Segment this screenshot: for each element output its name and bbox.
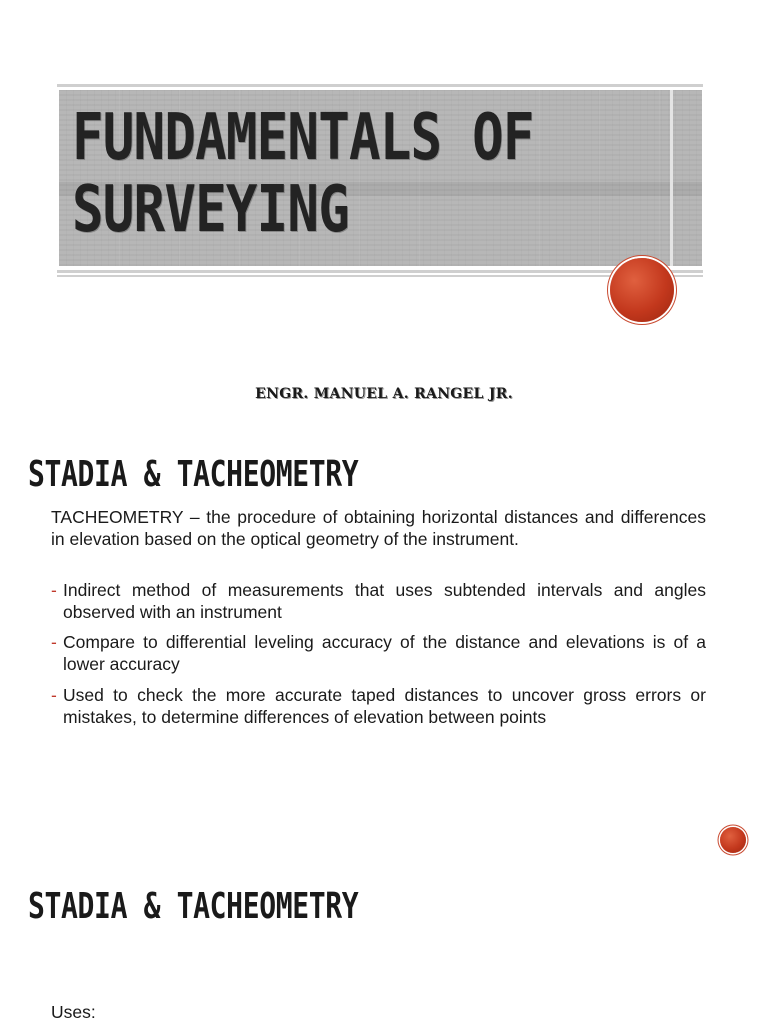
uses-label: Uses: bbox=[51, 1002, 96, 1022]
title-slide bbox=[0, 0, 768, 440]
definition-paragraph: TACHEOMETRY – the procedure of obtaining horizontal distances and differences in elevation based on the optical geometry of the instrument. bbox=[51, 507, 706, 549]
banner-bottom-rule-thin bbox=[57, 275, 703, 277]
list-item-text: Indirect method of measurements that uses subtended intervals and angles observed with an instrument bbox=[63, 580, 706, 622]
list-item bbox=[51, 685, 706, 728]
bullet-list bbox=[51, 580, 706, 738]
slide-title bbox=[72, 102, 556, 246]
red-orb-icon bbox=[610, 258, 674, 322]
bullet-marker: - bbox=[51, 580, 57, 600]
list-item-text: Used to check the more accurate taped distances to uncover gross errors or mistakes, to determine differences of elevation between points bbox=[63, 685, 706, 727]
list-item bbox=[51, 632, 706, 675]
bullet-marker: - bbox=[51, 632, 57, 652]
bullet-marker: - bbox=[51, 685, 57, 705]
banner-top-rule bbox=[57, 84, 703, 87]
list-item-text: Compare to differential leveling accuracy of the distance and elevations is of a lower accuracy bbox=[63, 632, 706, 674]
slide-title-line2: SURVEYING bbox=[72, 173, 349, 247]
small-red-orb-icon bbox=[720, 827, 746, 853]
banner-bottom-rule bbox=[57, 270, 703, 273]
author-name: ENGR. MANUEL A. RANGEL JR. bbox=[255, 386, 513, 402]
list-item bbox=[51, 580, 706, 623]
section-heading: STADIA & TACHEOMETRY bbox=[28, 454, 359, 495]
banner-divider bbox=[670, 90, 673, 266]
section-heading-2: STADIA & TACHEOMETRY bbox=[28, 886, 359, 927]
slide-title-line1: FUNDAMENTALS OF bbox=[72, 101, 534, 175]
